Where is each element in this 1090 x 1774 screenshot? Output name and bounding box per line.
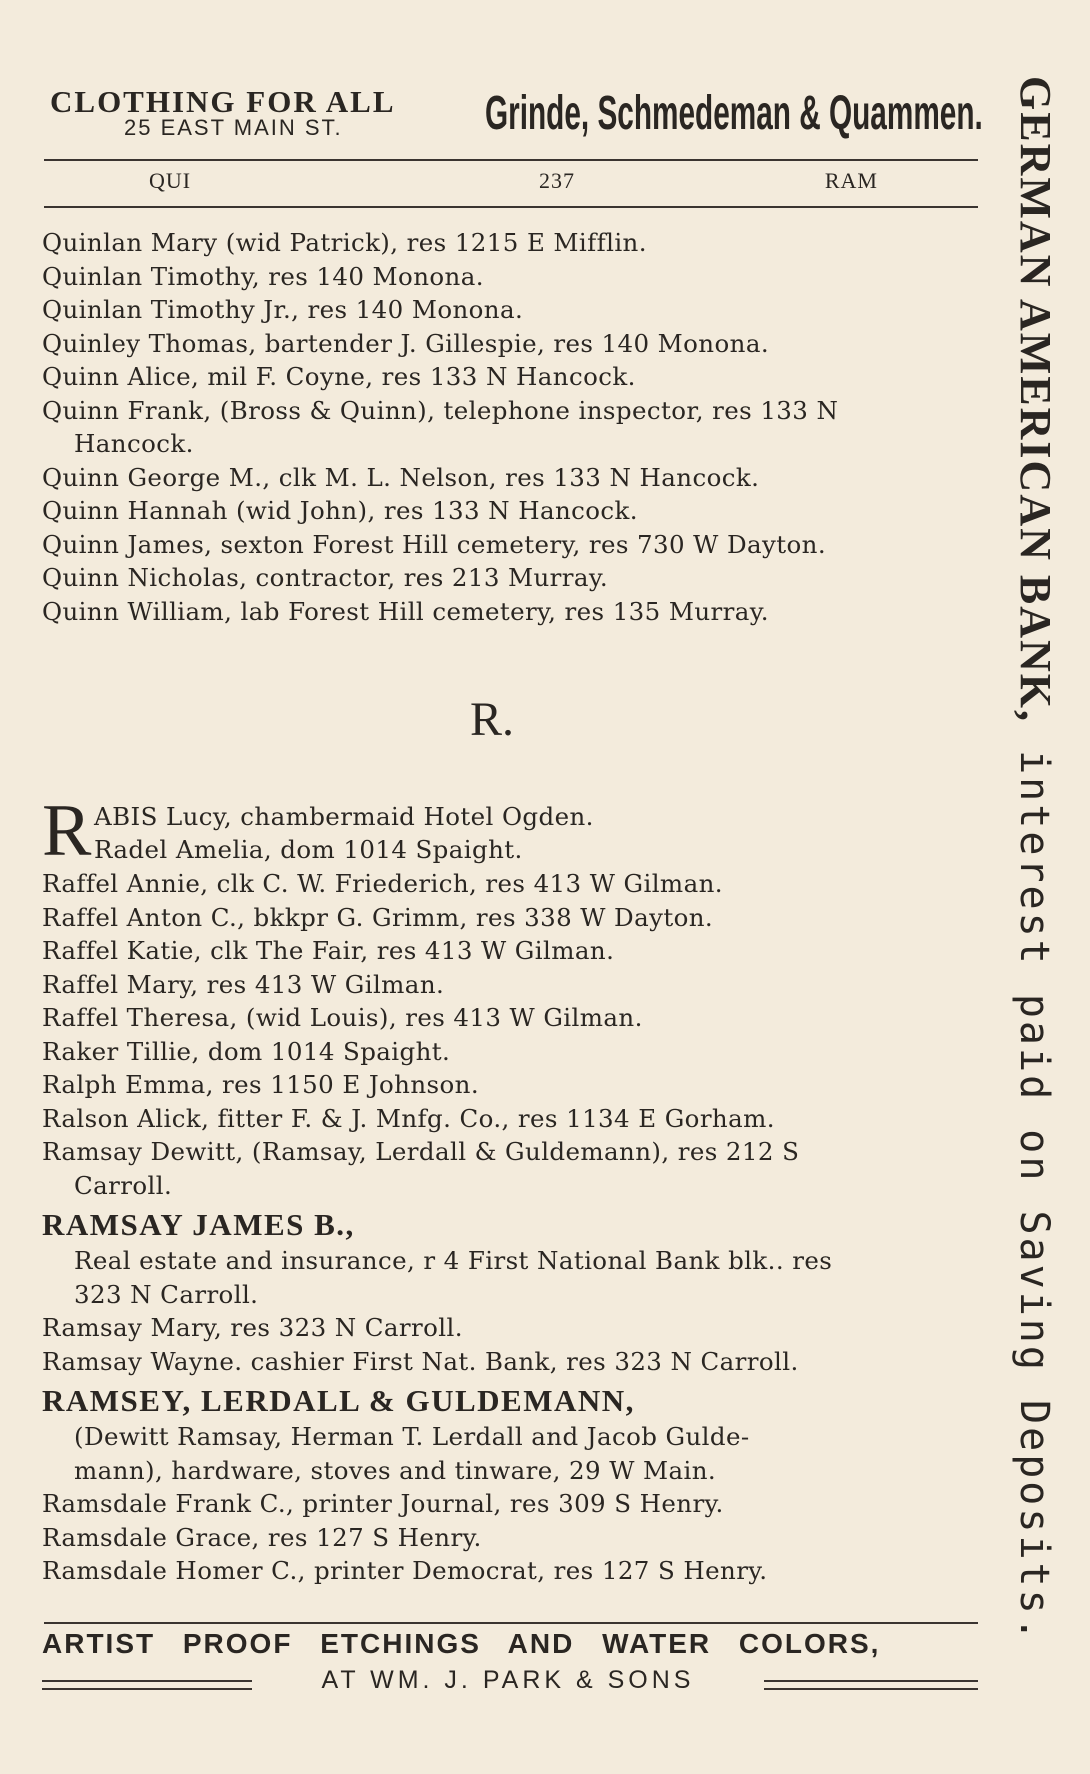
entry-text: Quinn Alice, mil F. Coyne, res 133 N Hancock.: [42, 362, 636, 391]
directory-entry: [42, 968, 982, 1002]
listing-line: (Dewitt Ramsay, Herman T. Lerdall and Jacob Gulde-: [74, 1422, 750, 1451]
directory-entry: [42, 1001, 982, 1035]
entry-text: Ramsdale Frank C., printer Journal, res 309 S Henry.: [42, 1489, 724, 1518]
listing-line: 323 N Carroll.: [74, 1279, 259, 1309]
entry-text: Quinn George M., clk M. L. Nelson, res 133 N Hancock.: [42, 462, 760, 492]
entry-text: Raffel Katie, clk The Fair, res 413 W Gilman.: [42, 936, 615, 965]
header-ad-firm: Grinde, Schmedeman & Quammen.: [485, 87, 983, 140]
header-ad-address: 25 EAST MAIN ST.: [124, 115, 343, 140]
header-ad-clothing: [50, 86, 450, 141]
footer-ad-sub-text: AT WM. J. PARK & SONS: [321, 1666, 695, 1694]
directory-entry: [42, 1311, 982, 1345]
page-number: 237: [539, 168, 575, 193]
directory-entry: [42, 1035, 982, 1069]
entry-text: Raffel Theresa, (wid Louis), res 413 W Gilman.: [42, 1003, 643, 1032]
entry-text: Ramsdale Grace, res 127 S Henry.: [42, 1522, 482, 1552]
directory-entry: [42, 934, 982, 968]
directory-entry: [42, 1102, 982, 1136]
directory-entry: [42, 1554, 982, 1588]
side-ad-interest: interest paid on Saving Deposits.: [1011, 723, 1057, 1644]
guide-word-right: RAM: [824, 168, 878, 193]
listing-ramsey-firm: [42, 1382, 982, 1487]
header-rule-bottom: [44, 206, 978, 208]
entry-continuation: Carroll.: [74, 1170, 173, 1200]
directory-entry: [42, 867, 982, 901]
entry-text: Ralph Emma, res 1150 E Johnson.: [42, 1070, 480, 1099]
header-rule-top: [44, 159, 978, 161]
footer-ad-sub: [42, 1666, 982, 1696]
directory-entry: [42, 494, 982, 528]
side-ad: [998, 76, 1078, 1696]
guide-word-left: QUI: [149, 168, 192, 193]
directory-entry: [42, 1487, 982, 1521]
entry-text: Quinn Hannah (wid John), res 133 N Hancock.: [42, 496, 638, 525]
directory-entry: [42, 293, 982, 327]
directory-entry: [42, 327, 982, 361]
side-ad-text: [1000, 76, 1070, 1696]
entry-text: Ramsay Mary, res 323 N Carroll.: [42, 1313, 463, 1342]
listing-line: mann), hardware, stoves and tinware, 29 W Main.: [74, 1455, 717, 1485]
entry-text: Raffel Anton C., bkkpr G. Grimm, res 338 W Dayton.: [42, 902, 714, 932]
directory-entry: [42, 595, 982, 629]
entry-text: Quinley Thomas, bartender J. Gillespie, res 140 Monona.: [42, 328, 770, 358]
double-rule-right: [764, 1680, 978, 1690]
directory-entry: [42, 528, 982, 562]
directory-entry: [42, 1521, 982, 1555]
entry-continuation: Hancock.: [74, 429, 194, 458]
listing-heading: RAMSEY, LERDALL & GULDEMANN,: [42, 1383, 635, 1418]
entries-r2: [42, 1311, 982, 1378]
entry-text: Quinn William, lab Forest Hill cemetery, res 135 Murray.: [42, 596, 769, 626]
directory-entry: [42, 1345, 982, 1379]
dropcap-line-2: Radel Amelia, dom 1014 Spaight.: [94, 835, 523, 864]
entry-text: Quinn Nicholas, contractor, res 213 Murray.: [42, 563, 609, 592]
directory-entry: [42, 901, 982, 935]
side-ad-bank: GERMAN AMERICAN BANK,: [1011, 76, 1060, 723]
running-head: [44, 168, 978, 198]
directory-entry: [42, 1135, 982, 1202]
entry-text: Ramsay Wayne. cashier First Nat. Bank, res 323 N Carroll.: [42, 1346, 799, 1376]
dropcap-entry: [42, 790, 982, 872]
entries-q: [42, 226, 982, 628]
directory-entry: [42, 561, 982, 595]
entry-text: Ramsay Dewitt, (Ramsay, Lerdall & Guldemann), res 212 S: [42, 1137, 800, 1166]
entry-text: Quinn Frank, (Bross & Quinn), telephone inspector, res 133 N: [42, 395, 839, 425]
directory-entry: [42, 226, 982, 260]
directory-entry: [42, 461, 982, 495]
entries-r3: [42, 1487, 982, 1588]
section-letter: R.: [470, 693, 515, 746]
entries-r: [42, 867, 982, 1202]
directory-entry: [42, 260, 982, 294]
footer-rule: [44, 1622, 978, 1624]
listing-ramsay-james: [42, 1206, 982, 1311]
dropcap-letter: R: [42, 790, 92, 872]
entry-text: Raker Tillie, dom 1014 Spaight.: [42, 1036, 451, 1066]
entries-r-section: [42, 790, 982, 1588]
directory-entry: [42, 1068, 982, 1102]
entry-text: Quinn James, sexton Forest Hill cemetery, res 730 W Dayton.: [42, 529, 827, 559]
directory-entry: [42, 394, 982, 461]
entry-text: Ramsdale Homer C., printer Democrat, res 127 S Henry.: [42, 1556, 768, 1585]
entry-text: Quinlan Mary (wid Patrick), res 1215 E Mifflin.: [42, 228, 647, 257]
directory-entry: [42, 360, 982, 394]
dropcap-line-1: ABIS Lucy, chambermaid Hotel Ogden.: [94, 802, 594, 831]
entry-text: Quinlan Timothy Jr., res 140 Monona.: [42, 295, 524, 324]
entry-text: Quinlan Timothy, res 140 Monona.: [42, 261, 484, 291]
entry-text: Ralson Alick, fitter F. & J. Mnfg. Co., res 1134 E Gorham.: [42, 1103, 775, 1133]
listing-heading: RAMSAY JAMES B.,: [42, 1207, 355, 1242]
header-ad-title: CLOTHING FOR ALL: [50, 84, 396, 119]
entry-text: Raffel Annie, clk C. W. Friederich, res 413 W Gilman.: [42, 869, 723, 898]
listing-line: Real estate and insurance, r 4 First National Bank blk.. res: [74, 1246, 833, 1275]
entry-text: Raffel Mary, res 413 W Gilman.: [42, 969, 445, 999]
footer-ad-main: ARTIST PROOF ETCHINGS AND WATER COLORS,: [42, 1628, 881, 1659]
double-rule-left: [42, 1680, 252, 1690]
